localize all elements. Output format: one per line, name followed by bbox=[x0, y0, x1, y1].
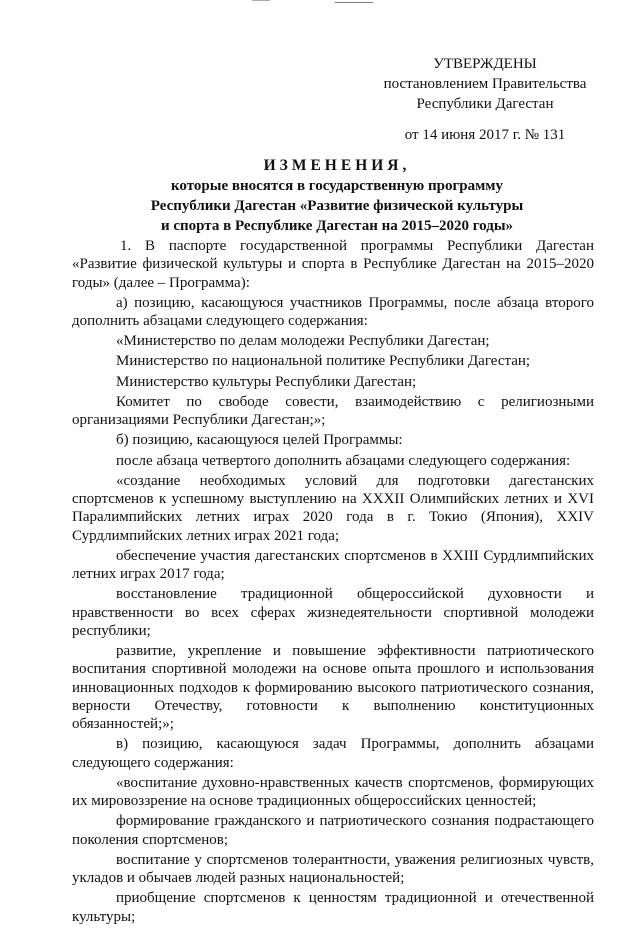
title-heading: ИЗМЕНЕНИЯ, bbox=[263, 157, 411, 174]
paragraph: «создание необходимых условий для подготовки дагестанских спортсменов к успешному выступлению на XXXII Олимпийских летних и XVI Паралимпийских летних играх 2020 года в г. Токио (Япония), XXIV Сурдлимпийских летних играх 2021 года; bbox=[72, 472, 594, 544]
scan-artifact-top bbox=[335, 2, 373, 3]
paragraph: Комитет по свободе совести, взаимодействию с религиозными организациями Республики Дагестан;»; bbox=[72, 393, 594, 429]
paragraph: а) позицию, касающуюся участников Программы, после абзаца второго дополнить абзацами следующего содержания: bbox=[72, 294, 594, 330]
paragraph: «воспитание духовно-нравственных качеств спортсменов, формирующих их мировоззрение на основе традиционных общероссийских ценностей; bbox=[72, 774, 594, 810]
paragraph: после абзаца четвертого дополнить абзацами следующего содержания: bbox=[116, 452, 571, 469]
document-body bbox=[72, 237, 594, 928]
paragraph: воспитание у спортсменов толерантности, уважения религиозных чувств, укладов и обычаев людей разных национальностей; bbox=[72, 851, 594, 887]
paragraph: формирование гражданского и патриотического сознания подрастающего поколения спортсменов; bbox=[72, 813, 594, 848]
title-line-1: которые вносятся в государственную программу bbox=[170, 178, 504, 194]
scan-artifact-top-2 bbox=[252, 0, 270, 1]
approval-date: от 14 июня 2017 г. № 131 bbox=[404, 127, 566, 143]
document-title bbox=[72, 156, 602, 236]
paragraph: 1. В паспорте государственной программы Республики Дагестан «Развитие физической культуры и спорта в Республике Дагестан на 2015–2020 годы» (далее – Программа): bbox=[72, 238, 594, 291]
approval-title: УТВЕРЖДЕНЫ bbox=[433, 56, 537, 72]
paragraph: Министерство по национальной политике Республики Дагестан; bbox=[116, 353, 531, 370]
paragraph: в) позицию, касающуюся задач Программы, дополнить абзацами следующего содержания: bbox=[72, 736, 594, 771]
approval-decree: постановлением Правительства bbox=[383, 76, 587, 92]
approval-stamp bbox=[370, 54, 600, 145]
paragraph: развитие, укрепление и повышение эффективности патриотического воспитания спортивной молодежи на основе опыта прошлого и использования инновационных подходов к формированию высокого патриотического сознания, верности Отечеству, готовности к выполнению конституционных обязанностей;»; bbox=[72, 643, 594, 733]
paragraph: приобщение спортсменов к ценностям традиционной и отечественной культуры; bbox=[72, 890, 594, 925]
paragraph: обеспечение участия дагестанских спортсменов в XXIII Сурдлимпийских летних играх 2017 года; bbox=[72, 547, 594, 583]
paragraph: восстановление традиционной общероссийской духовности и нравственности во всех сферах жизнедеятельности спортивной молодежи республики; bbox=[72, 586, 594, 639]
title-line-2: Республики Дагестан «Развитие физической культуры bbox=[150, 198, 524, 214]
title-line-3: и спорта в Республике Дагестан на 2015–2020 годы» bbox=[160, 218, 514, 234]
paragraph: «Министерство по делам молодежи Республики Дагестан; bbox=[116, 333, 490, 350]
paragraph: б) позицию, касающуюся целей Программы: bbox=[116, 432, 403, 449]
paragraph: Министерство культуры Республики Дагестан; bbox=[116, 373, 417, 390]
approval-republic: Республики Дагестан bbox=[416, 96, 554, 112]
